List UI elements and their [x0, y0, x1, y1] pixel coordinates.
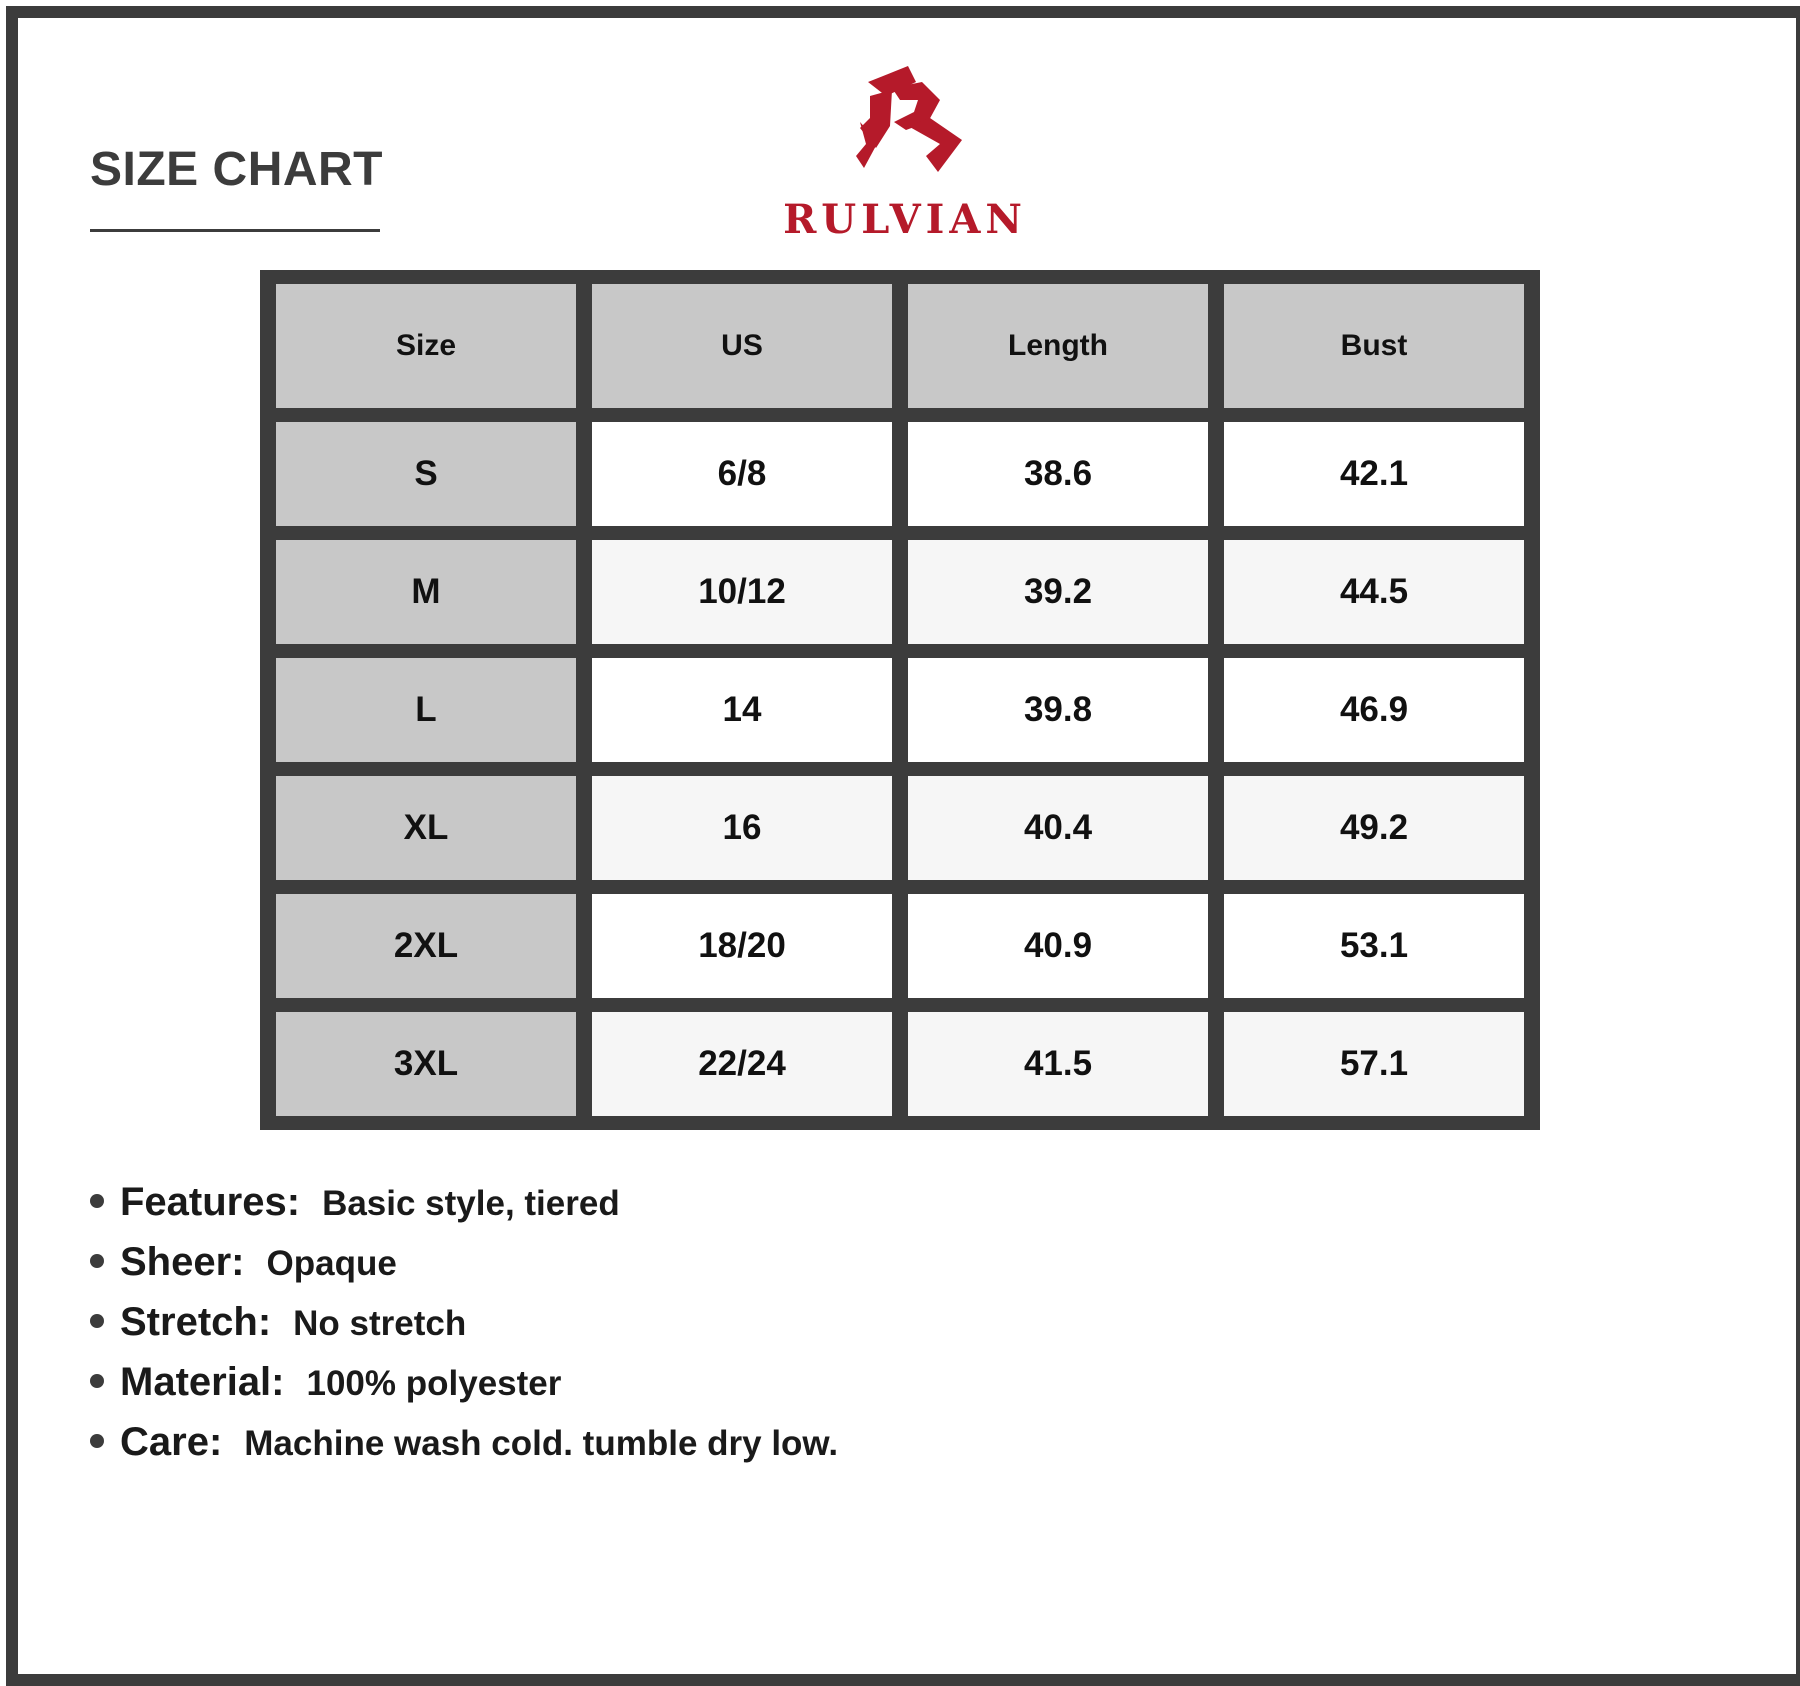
- table-row: [276, 1012, 1524, 1116]
- bust-cell: 49.2: [1224, 776, 1524, 880]
- us-cell: 16: [592, 776, 892, 880]
- size-cell: S: [276, 422, 576, 526]
- header-bust: Bust: [1224, 284, 1524, 408]
- header-size: Size: [276, 284, 576, 408]
- us-cell: 22/24: [592, 1012, 892, 1116]
- brand-logo: [770, 60, 1040, 250]
- bust-cell: 42.1: [1224, 422, 1524, 526]
- bust-cell: 57.1: [1224, 1012, 1524, 1116]
- feature-value: 100% polyester: [306, 1364, 562, 1403]
- table-row: [276, 658, 1524, 762]
- feature-label: Stretch:: [120, 1300, 272, 1344]
- feature-item-care: [90, 1420, 838, 1480]
- bullet-icon: [90, 1434, 104, 1448]
- brand-wordmark: RULVIAN: [783, 196, 1027, 243]
- us-cell: 10/12: [592, 540, 892, 644]
- feature-item-material: [90, 1360, 838, 1420]
- feature-item-features: [90, 1180, 838, 1240]
- length-cell: 39.2: [908, 540, 1208, 644]
- size-cell: 2XL: [276, 894, 576, 998]
- length-cell: 40.4: [908, 776, 1208, 880]
- feature-value: Basic style, tiered: [322, 1184, 620, 1223]
- table-row: [276, 422, 1524, 526]
- bust-cell: 44.5: [1224, 540, 1524, 644]
- size-chart-table: [260, 270, 1540, 1130]
- title-underline: [90, 229, 380, 232]
- feature-label: Care:: [120, 1420, 223, 1464]
- feature-list: [90, 1180, 838, 1480]
- us-cell: 14: [592, 658, 892, 762]
- length-cell: 38.6: [908, 422, 1208, 526]
- header-us: US: [592, 284, 892, 408]
- size-cell: XL: [276, 776, 576, 880]
- table-row: [276, 776, 1524, 880]
- feature-item-stretch: [90, 1300, 838, 1360]
- feature-label: Material:: [120, 1360, 285, 1404]
- us-cell: 6/8: [592, 422, 892, 526]
- length-cell: 39.8: [908, 658, 1208, 762]
- length-cell: 40.9: [908, 894, 1208, 998]
- bust-cell: 53.1: [1224, 894, 1524, 998]
- size-cell: M: [276, 540, 576, 644]
- feature-label: Sheer:: [120, 1240, 245, 1284]
- brand-r-logo-icon: [830, 60, 980, 190]
- length-cell: 41.5: [908, 1012, 1208, 1116]
- bullet-icon: [90, 1374, 104, 1388]
- feature-value: No stretch: [293, 1304, 467, 1343]
- bullet-icon: [90, 1194, 104, 1208]
- table-row: [276, 894, 1524, 998]
- bullet-icon: [90, 1314, 104, 1328]
- size-cell: L: [276, 658, 576, 762]
- bust-cell: 46.9: [1224, 658, 1524, 762]
- feature-label: Features:: [120, 1180, 301, 1224]
- feature-item-sheer: [90, 1240, 838, 1300]
- feature-value: Machine wash cold. tumble dry low.: [244, 1424, 839, 1463]
- feature-value: Opaque: [266, 1244, 397, 1283]
- page-title: SIZE CHART: [90, 143, 383, 196]
- table-row: [276, 540, 1524, 644]
- table-header-row: [276, 284, 1524, 408]
- bullet-icon: [90, 1254, 104, 1268]
- header-length: Length: [908, 284, 1208, 408]
- size-cell: 3XL: [276, 1012, 576, 1116]
- us-cell: 18/20: [592, 894, 892, 998]
